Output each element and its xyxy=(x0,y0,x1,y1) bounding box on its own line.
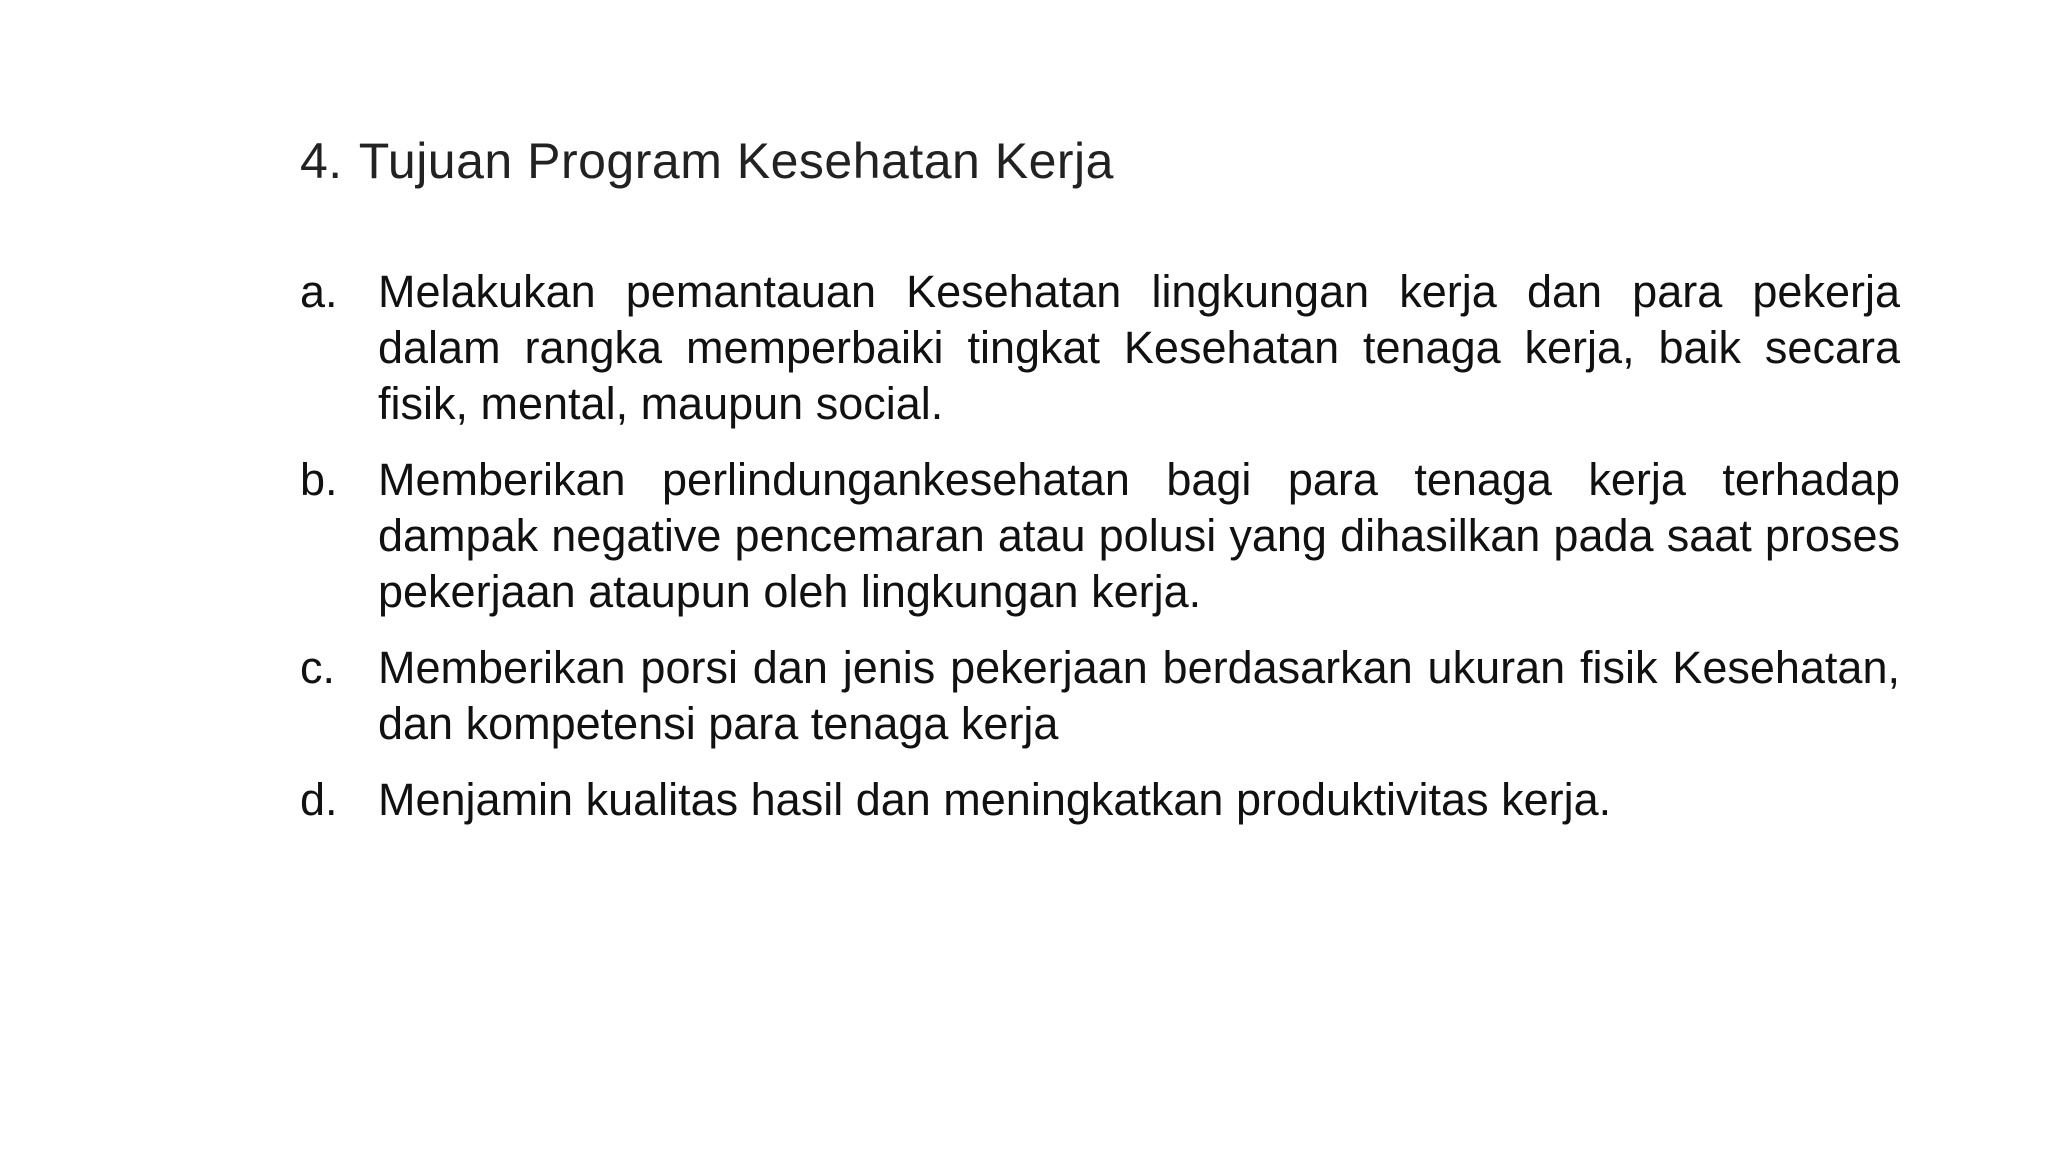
list-marker: b. xyxy=(300,454,338,505)
list-item-d xyxy=(300,772,1900,828)
list-item-c xyxy=(300,640,1900,752)
title-text: Tujuan Program Kesehatan Kerja xyxy=(358,133,1114,189)
list-marker: d. xyxy=(300,774,338,825)
list-item-text: Melakukan pemantauan Kesehatan lingkungan kerja dan para pekerja dalam rangka memperbaiki tingkat Kesehatan tenaga kerja, baik secara fisik, mental, maupun social. xyxy=(378,266,1900,429)
list-item-text: Memberikan perlindungankesehatan bagi para tenaga kerja terhadap dampak negative pencemaran atau polusi yang dihasilkan pada saat proses pekerjaan ataupun oleh lingkungan kerja. xyxy=(378,454,1900,617)
list-item-b xyxy=(300,452,1900,620)
title-number: 4. xyxy=(300,133,343,189)
list-item-text: Menjamin kualitas hasil dan meningkatkan produktivitas kerja. xyxy=(378,774,1612,825)
list-marker: c. xyxy=(300,642,336,693)
list-marker: a. xyxy=(300,266,338,317)
objectives-list xyxy=(300,264,1900,848)
slide-title xyxy=(300,132,1114,190)
list-item-a xyxy=(300,264,1900,432)
list-item-text: Memberikan porsi dan jenis pekerjaan berdasarkan ukuran fisik Kesehatan, dan kompetensi para tenaga kerja xyxy=(378,642,1900,749)
